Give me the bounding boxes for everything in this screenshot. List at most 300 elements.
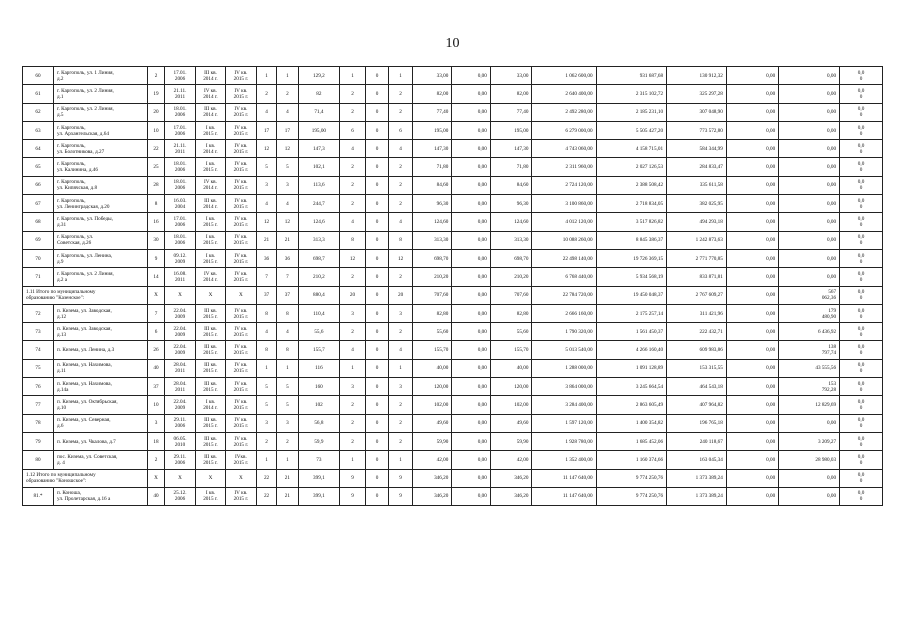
cell-m6: 0,0 0 [840,158,883,176]
cell-a: 8 [256,304,276,322]
cell-date: 21.11. 2011 [165,85,196,103]
cell-m5: 0,00 [779,268,840,286]
cell-m6: 0,0 0 [840,121,883,139]
cell-date: 09.12. 2009 [165,249,196,267]
cell-a: 3 [256,414,276,432]
cell-m2: 9 774 250,76 [596,469,667,487]
cell-s1: 147,30 [412,140,452,158]
cell-m3: 773 572,80 [667,121,727,139]
cell-addr: п. Кизема, ул. Заводская, д.12 [53,304,147,322]
cell-addr: п. Кизема, ул. Нахимова, д.11 [53,359,147,377]
cell-s2: 0,00 [452,396,490,414]
cell-flats: 26 [147,341,164,359]
cell-d: 0 [365,469,389,487]
cell-addr: г. Каргополь, ул. Ленина, д.9 [53,249,147,267]
cell-n: 77 [23,396,54,414]
cell-m4: 0,00 [726,323,778,341]
cell-plan: I кв. 2015 г. [196,231,226,249]
cell-s2: 0,00 [452,451,490,469]
cell-e: 9 [389,469,413,487]
cell-fact: IV кв. 2015 г. [225,304,256,322]
cell-date: 18.01. 2006 [165,158,196,176]
cell-c: 3 [340,378,366,396]
cell-flats: 3 [147,414,164,432]
cell-c: 1 [340,359,366,377]
cell-addr: п. Кизема, ул. Чкалова, д.7 [53,432,147,450]
cell-n: 72 [23,304,54,322]
cell-c: 4 [340,140,366,158]
cell-m4: 0,00 [726,286,778,304]
cell-d: 0 [365,304,389,322]
cell-a: 1 [256,359,276,377]
cell-m2: 9 774 250,76 [596,487,667,505]
cell-flats: 10 [147,396,164,414]
cell-b: 8 [277,304,298,322]
cell-m3: 2 767 609,27 [667,286,727,304]
cell-b: 4 [277,103,298,121]
cell-a: 3 [256,176,276,194]
cell-e: 1 [389,451,413,469]
cell-m1: 6 279 000,00 [532,121,596,139]
cell-m5: 0,00 [779,85,840,103]
cell-m6: 0,0 0 [840,231,883,249]
cell-s3: 155,70 [490,341,532,359]
table-row [23,67,883,85]
cell-label: 1.11 Итого по муниципальному образованию "Казенское": [23,286,148,304]
cell-m1: 2 724 120,00 [532,176,596,194]
cell-c: 2 [340,176,366,194]
cell-area: 124,6 [298,213,340,231]
cell-b: 5 [277,158,298,176]
cell-m3: 494 293,18 [667,213,727,231]
cell-x2: X [165,469,196,487]
cell-d: 0 [365,487,389,505]
cell-m1: 1 928 780,00 [532,432,596,450]
cell-m5: 6 436,92 [779,323,840,341]
cell-addr: г. Каргополь, ул. 2 Линия, д.2 а [53,268,147,286]
cell-area: 313,3 [298,231,340,249]
cell-a: 12 [256,213,276,231]
cell-n: 71 [23,268,54,286]
cell-area: 110,4 [298,304,340,322]
table-row [23,341,883,359]
cell-m2: 8 845 386,37 [596,231,667,249]
cell-plan: I кв. 2015 г. [196,121,226,139]
cell-d: 0 [365,176,389,194]
cell-m3: 609 983,86 [667,341,727,359]
cell-m3: 163 045,34 [667,451,727,469]
cell-m6: 0,0 0 [840,341,883,359]
cell-n: 60 [23,67,54,85]
cell-s3: 147,30 [490,140,532,158]
cell-flats: 30 [147,231,164,249]
cell-area: 55,6 [298,323,340,341]
cell-m1: 1 790 320,00 [532,323,596,341]
cell-label: 1.12 Итого по муниципальному образованию "Коношское": [23,469,148,487]
cell-flats: 28 [147,176,164,194]
table-row [23,140,883,158]
cell-m4: 0,00 [726,121,778,139]
table-row [23,121,883,139]
cell-d: 0 [365,414,389,432]
cell-s1: 71,80 [412,158,452,176]
cell-x4: X [225,286,256,304]
cell-n: 62 [23,103,54,121]
cell-m1: 22 784 720,00 [532,286,596,304]
cell-s2: 0,00 [452,103,490,121]
cell-a: 12 [256,140,276,158]
cell-s1: 210,20 [412,268,452,286]
cell-s1: 82,80 [412,304,452,322]
cell-a: 1 [256,67,276,85]
cell-plan: IV кв. 2014 г. [196,268,226,286]
cell-n: 64 [23,140,54,158]
cell-s3: 195,00 [490,121,532,139]
cell-area: 102,1 [298,158,340,176]
cell-n: 69 [23,231,54,249]
cell-a: 37 [256,286,276,304]
cell-m4: 0,00 [726,249,778,267]
cell-d: 0 [365,231,389,249]
cell-m5: 0,00 [779,140,840,158]
cell-m1: 5 013 540,00 [532,341,596,359]
cell-m1: 3 284 400,00 [532,396,596,414]
cell-m2: 19 726 369,15 [596,249,667,267]
cell-x3: X [196,469,226,487]
cell-plan: I кв. 2015 г. [196,487,226,505]
cell-fact: IVкв. 2015 г. [225,451,256,469]
cell-s3: 82,80 [490,304,532,322]
cell-s3: 120,00 [490,378,532,396]
cell-area: 73 [298,451,340,469]
cell-s1: 59,90 [412,432,452,450]
cell-fact: IV кв. 2015 г. [225,231,256,249]
cell-c: 1 [340,67,366,85]
cell-fact: IV кв. 2015 г. [225,195,256,213]
cell-d: 0 [365,67,389,85]
cell-m3: 1 242 873,63 [667,231,727,249]
cell-a: 4 [256,103,276,121]
cell-s3: 40,00 [490,359,532,377]
cell-m6: 0,0 0 [840,304,883,322]
cell-c: 9 [340,487,366,505]
cell-m2: 5 505 427,20 [596,121,667,139]
cell-addr: г. Каргополь, ул. Победы, д.31 [53,213,147,231]
cell-s2: 0,00 [452,304,490,322]
cell-m6: 0,0 0 [840,103,883,121]
table-row [23,213,883,231]
cell-plan: III кв. 2015 г. [196,304,226,322]
cell-c: 2 [340,268,366,286]
cell-m6: 0,0 0 [840,378,883,396]
cell-area: 210,2 [298,268,340,286]
cell-d: 0 [365,341,389,359]
cell-s3: 313,30 [490,231,532,249]
cell-date: 22.04. 2009 [165,396,196,414]
cell-m5: 0,00 [779,414,840,432]
cell-m3: 284 833,47 [667,158,727,176]
cell-m6: 0,0 0 [840,140,883,158]
cell-s2: 0,00 [452,432,490,450]
cell-date: 16.03. 2004 [165,195,196,213]
cell-area: 113,6 [298,176,340,194]
cell-s3: 346,20 [490,469,532,487]
cell-e: 9 [389,487,413,505]
cell-addr: пос. Кизема, ул. Советская, д. 4 [53,451,147,469]
cell-b: 17 [277,121,298,139]
cell-b: 3 [277,176,298,194]
cell-date: 22.04. 2009 [165,323,196,341]
cell-addr: г. Каргополь, ул. Ленинградская, д.20 [53,195,147,213]
table-row [23,414,883,432]
table-row [23,103,883,121]
cell-s2: 0,00 [452,286,490,304]
cell-m1: 11 147 640,00 [532,487,596,505]
cell-s2: 0,00 [452,231,490,249]
cell-d: 0 [365,85,389,103]
cell-d: 0 [365,451,389,469]
cell-m3: 240 118,67 [667,432,727,450]
cell-m4: 0,00 [726,414,778,432]
cell-s2: 0,00 [452,140,490,158]
cell-d: 0 [365,158,389,176]
cell-s2: 0,00 [452,213,490,231]
cell-s1: 96,30 [412,195,452,213]
cell-area: 160 [298,378,340,396]
cell-a: 17 [256,121,276,139]
cell-m4: 0,00 [726,140,778,158]
cell-s2: 0,00 [452,121,490,139]
cell-m6: 0,0 0 [840,176,883,194]
cell-s3: 49,60 [490,414,532,432]
cell-s1: 49,60 [412,414,452,432]
cell-n: 75 [23,359,54,377]
cell-m1: 1 288 000,00 [532,359,596,377]
cell-m3: 833 871,81 [667,268,727,286]
cell-c: 2 [340,414,366,432]
cell-m6: 0,0 0 [840,414,883,432]
cell-m2: 5 934 568,19 [596,268,667,286]
cell-m4: 0,00 [726,103,778,121]
cell-b: 5 [277,396,298,414]
cell-fact: IV кв. 2015 г. [225,378,256,396]
cell-m1: 1 352 400,00 [532,451,596,469]
cell-s3: 698,70 [490,249,532,267]
cell-e: 2 [389,323,413,341]
cell-m4: 0,00 [726,341,778,359]
cell-s3: 96,30 [490,195,532,213]
table-row [23,432,883,450]
cell-m6: 0,0 0 [840,268,883,286]
cell-fact: IV кв. 2015 г. [225,158,256,176]
cell-flats: 2 [147,67,164,85]
cell-n: 78 [23,414,54,432]
cell-s3: 707,60 [490,286,532,304]
cell-s3: 77,40 [490,103,532,121]
cell-x1: X [147,469,164,487]
cell-fact: IV кв. 2015 г. [225,414,256,432]
cell-addr: г. Каргополь, ул. 2 Линия, д.5 [53,103,147,121]
cell-m6: 0,0 0 [840,451,883,469]
cell-d: 0 [365,121,389,139]
cell-c: 2 [340,103,366,121]
cell-m5: 179 480,90 [779,304,840,322]
cell-m2: 2 185 231,10 [596,103,667,121]
cell-plan: I кв. 2014 г. [196,140,226,158]
cell-plan: III кв. 2015 г. [196,451,226,469]
cell-m4: 0,00 [726,359,778,377]
cell-c: 20 [340,286,366,304]
cell-m2: 1 091 128,89 [596,359,667,377]
table-row [23,396,883,414]
cell-n: 61 [23,85,54,103]
cell-addr: п. Кизема, ул. Заводская, д.13 [53,323,147,341]
cell-x1: X [147,286,164,304]
cell-m6: 0,0 0 [840,213,883,231]
cell-e: 6 [389,121,413,139]
cell-b: 21 [277,487,298,505]
cell-m1: 2 492 280,00 [532,103,596,121]
cell-s2: 0,00 [452,158,490,176]
cell-n: 76 [23,378,54,396]
cell-a: 4 [256,323,276,341]
table-row [23,304,883,322]
cell-s2: 0,00 [452,469,490,487]
cell-s2: 0,00 [452,249,490,267]
cell-e: 2 [389,176,413,194]
cell-m1: 1 062 600,00 [532,67,596,85]
cell-n: 70 [23,249,54,267]
cell-d: 0 [365,103,389,121]
cell-flats: 16 [147,213,164,231]
cell-fact: IV кв. 2015 г. [225,213,256,231]
cell-a: 22 [256,469,276,487]
cell-e: 3 [389,378,413,396]
cell-e: 3 [389,304,413,322]
cell-plan: I кв. 2015 г. [196,213,226,231]
cell-date: 16.08. 2011 [165,268,196,286]
cell-d: 0 [365,432,389,450]
cell-m4: 0,00 [726,451,778,469]
cell-c: 4 [340,341,366,359]
cell-area: 59,9 [298,432,340,450]
cell-m1: 2 311 960,00 [532,158,596,176]
cell-b: 1 [277,67,298,85]
cell-m6: 0,0 0 [840,249,883,267]
cell-b: 12 [277,140,298,158]
cell-s3: 55,60 [490,323,532,341]
cell-fact: IV кв. 2015 г. [225,396,256,414]
cell-s3: 42,00 [490,451,532,469]
table-row [23,268,883,286]
cell-area: 147,3 [298,140,340,158]
cell-m2: 1 561 450,37 [596,323,667,341]
cell-b: 5 [277,378,298,396]
cell-n: 73 [23,323,54,341]
cell-m6: 0,0 0 [840,487,883,505]
cell-date: 29.11. 2006 [165,414,196,432]
table-row [23,85,883,103]
cell-c: 2 [340,158,366,176]
cell-e: 2 [389,103,413,121]
cell-m3: 335 611,58 [667,176,727,194]
cell-m6: 0,0 0 [840,195,883,213]
cell-b: 7 [277,268,298,286]
cell-m4: 0,00 [726,158,778,176]
cell-m3: 1 373 389,24 [667,469,727,487]
cell-plan: I кв. 2014 г. [196,396,226,414]
cell-a: 2 [256,85,276,103]
cell-area: 195,00 [298,121,340,139]
cell-addr: п. Кизема, ул. Ленина, д.3 [53,341,147,359]
cell-c: 2 [340,323,366,341]
cell-m6: 0,0 0 [840,396,883,414]
table-row [23,451,883,469]
cell-flats: 6 [147,323,164,341]
cell-c: 12 [340,249,366,267]
cell-area: 82 [298,85,340,103]
cell-c: 1 [340,451,366,469]
cell-m5: 0,00 [779,249,840,267]
cell-m3: 464 543,18 [667,378,727,396]
cell-date: 17.01. 2006 [165,213,196,231]
cell-m2: 3 517 826,82 [596,213,667,231]
cell-m4: 0,00 [726,396,778,414]
cell-m5: 0,00 [779,195,840,213]
cell-m3: 222 432,71 [667,323,727,341]
cell-m4: 0,00 [726,268,778,286]
table-row [23,359,883,377]
cell-b: 21 [277,231,298,249]
cell-m1: 22 498 140,00 [532,249,596,267]
cell-b: 2 [277,432,298,450]
cell-m2: 19 450 048,37 [596,286,667,304]
cell-s1: 55,60 [412,323,452,341]
cell-area: 102 [298,396,340,414]
cell-date: 17.01. 2006 [165,121,196,139]
cell-s3: 33,00 [490,67,532,85]
cell-m6: 0,0 0 [840,469,883,487]
cell-d: 0 [365,359,389,377]
cell-plan: III кв. 2015 г. [196,378,226,396]
cell-d: 0 [365,249,389,267]
cell-d: 0 [365,378,389,396]
cell-m1: 2 640 400,00 [532,85,596,103]
cell-plan: III кв. 2015 г. [196,359,226,377]
cell-n: 79 [23,432,54,450]
cell-plan: IV кв. 2014 г. [196,85,226,103]
cell-fact: IV кв. 2015 г. [225,67,256,85]
cell-a: 5 [256,158,276,176]
cell-fact: IV кв. 2015 г. [225,121,256,139]
cell-s2: 0,00 [452,176,490,194]
cell-m4: 0,00 [726,176,778,194]
cell-d: 0 [365,323,389,341]
cell-m3: 2 771 770,85 [667,249,727,267]
cell-m5: 0,00 [779,158,840,176]
cell-a: 5 [256,378,276,396]
cell-fact: IV кв. 2015 г. [225,103,256,121]
cell-m5: 12 829,69 [779,396,840,414]
cell-plan: IV кв. 2014 г. [196,176,226,194]
cell-area: 244,7 [298,195,340,213]
cell-flats: 14 [147,268,164,286]
cell-m2: 2 315 102,72 [596,85,667,103]
cell-n: 67 [23,195,54,213]
cell-date: 17.01. 2006 [165,67,196,85]
cell-e: 2 [389,85,413,103]
cell-addr: г. Каргополь, ул. Болотникова, д.27 [53,140,147,158]
